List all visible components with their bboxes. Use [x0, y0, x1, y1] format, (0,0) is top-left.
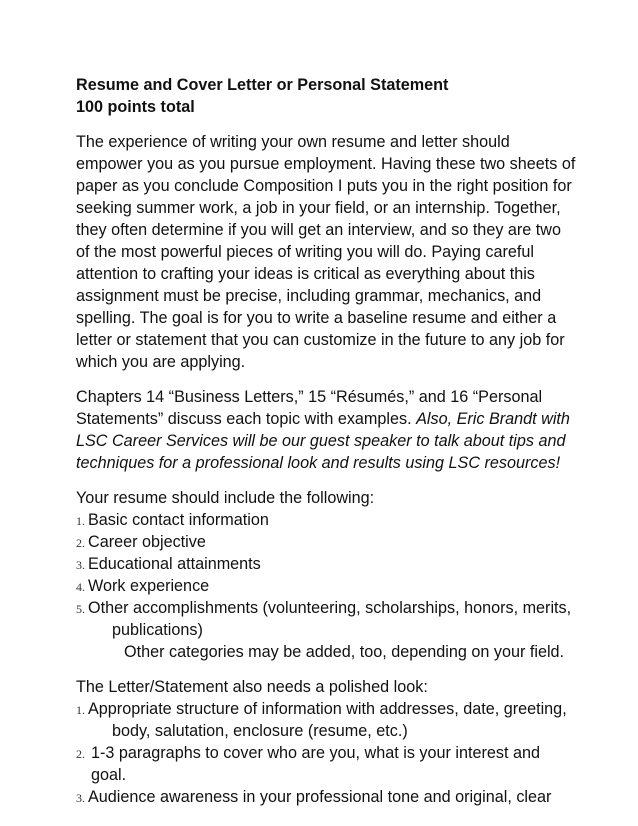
list-item [76, 531, 576, 553]
list-item-text: Basic contact information [88, 511, 269, 529]
list-item-text: 1-3 paragraphs to cover who are you, what is your interest and goal. [91, 744, 540, 784]
resume-extra-note: Other categories may be added, too, depending on your field. [124, 643, 565, 661]
letter-section-heading: The Letter/Statement also needs a polished look: [76, 678, 428, 696]
list-item-text: Career objective [88, 533, 206, 551]
list-item-text: Audience awareness in your professional tone and original, clear [88, 788, 552, 806]
list-item [76, 509, 576, 531]
points-total: 100 points total [76, 98, 195, 116]
list-number: 5. [76, 602, 85, 616]
chapters-text: Chapters 14 “Business Letters,” 15 “Résumés,” and 16 “Personal Statements” discuss each topic with examples. [76, 388, 543, 428]
list-item-text: Work experience [88, 577, 210, 595]
list-item [76, 597, 576, 641]
guest-speaker-note: Also, Eric Brandt with LSC Career Services will be our guest speaker to talk about tips and techniques for a professional look and results using LSC resources! [76, 410, 570, 472]
list-item-text: Educational attainments [88, 555, 261, 573]
list-item-text: Other accomplishments (volunteering, scholarships, honors, merits, [88, 599, 572, 617]
list-item [76, 553, 576, 575]
list-number: 4. [76, 580, 85, 594]
document-title: Resume and Cover Letter or Personal Statement [76, 76, 449, 94]
list-item [76, 786, 576, 808]
list-item-continuation: body, salutation, enclosure (resume, etc.) [112, 722, 408, 740]
list-item [76, 742, 576, 786]
resume-section-heading: Your resume should include the following: [76, 489, 375, 507]
list-number: 2. [76, 536, 85, 550]
list-item-continuation: publications) [112, 621, 203, 639]
list-number: 2. [76, 747, 85, 761]
list-number: 3. [76, 558, 85, 572]
chapters-paragraph [76, 386, 576, 474]
intro-paragraph: The experience of writing your own resume and letter should empower you as you pursue employment. Having these two sheets of paper as you conclude Composition I puts you in the right position for seeking summer work, a job in your field, or an internship. Together, they often determine if you will get an interview, and so they are two of the most powerful pieces of writing you will do. Paying careful attention to crafting your ideas is critical as everything about this assignment must be precise, including grammar, mechanics, and spelling. The goal is for you to write a baseline resume and either a letter or statement that you can customize in the future to any job for which you are applying. [76, 133, 576, 371]
list-number: 3. [76, 791, 85, 805]
letter-items-list [76, 698, 576, 808]
resume-items-list [76, 509, 576, 641]
list-number: 1. [76, 703, 85, 717]
list-item [76, 698, 576, 742]
document-body [76, 74, 576, 808]
list-item [76, 575, 576, 597]
list-number: 1. [76, 514, 85, 528]
list-item-text: Appropriate structure of information with addresses, date, greeting, [88, 700, 567, 718]
